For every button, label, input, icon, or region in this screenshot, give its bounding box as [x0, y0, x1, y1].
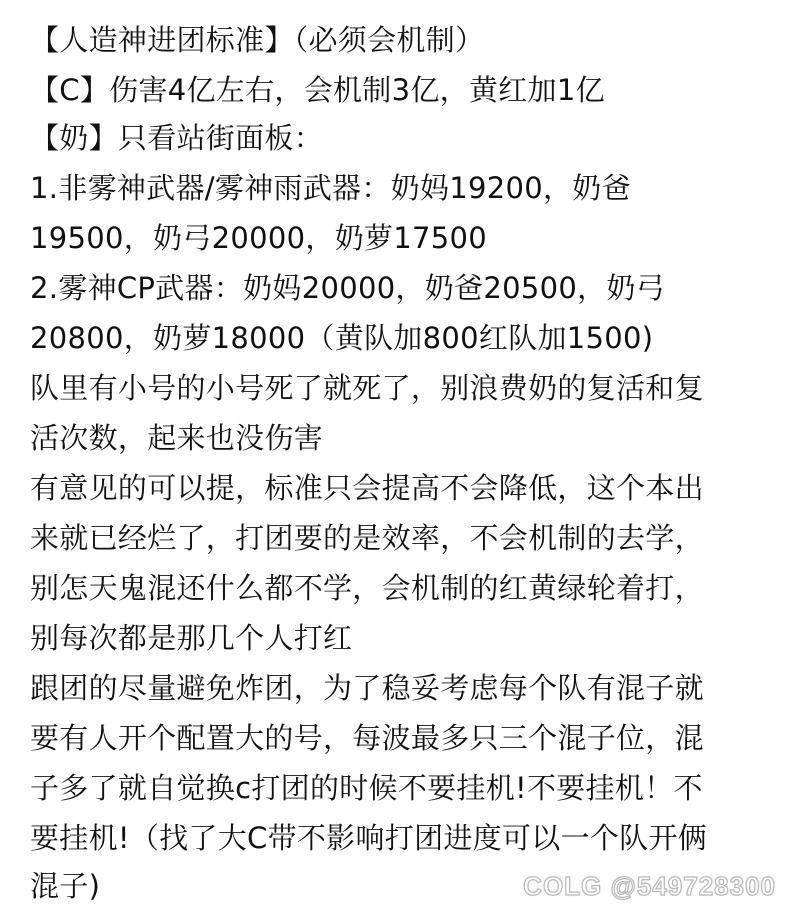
text-line: 1.非雾神武器/雾神雨武器：奶妈19200，奶爸: [30, 171, 631, 205]
text-line: 有意见的可以提，标准只会提高不会降低，这个本出: [30, 471, 704, 505]
text-line: 混子): [30, 869, 101, 903]
text-line: 跟团的尽量避免炸团，为了稳妥考虑每个队有混子就: [30, 671, 704, 705]
text-line: 活次数，起来也没伤害: [30, 421, 324, 455]
text-line: 要挂机!（找了大C带不影响打团进度可以一个队开俩: [30, 821, 708, 855]
text-line: 20800，奶萝18000（黄队加800红队加1500): [30, 321, 654, 355]
text-line: 要有人开个配置大的号，每波最多只三个混子位，混: [30, 721, 704, 755]
text-line: 2.雾神CP武器：奶妈20000，奶爸20500，奶弓: [30, 271, 666, 305]
text-line: 【C】伤害4亿左右，会机制3亿，黄红加1亿: [30, 73, 605, 107]
text-line: 19500，奶弓20000，奶萝17500: [30, 221, 488, 255]
text-line: 来就已经烂了，打团要的是效率，不会机制的去学，: [30, 521, 704, 555]
watermark: COLG @549728300: [523, 871, 776, 901]
text-line: 【奶】只看站街面板：: [30, 121, 324, 155]
text-line: 【人造神进团标准】（必须会机制）: [30, 23, 485, 57]
text-line: 别每次都是那几个人打红: [30, 621, 353, 655]
text-line: 队里有小号的小号死了就死了，别浪费奶的复活和复: [30, 371, 704, 405]
text-line: 别怎天鬼混还什么都不学，会机制的红黄绿轮着打，: [30, 571, 704, 605]
text-line: 子多了就自觉换c打团的时候不要挂机!不要挂机！不: [30, 771, 703, 805]
